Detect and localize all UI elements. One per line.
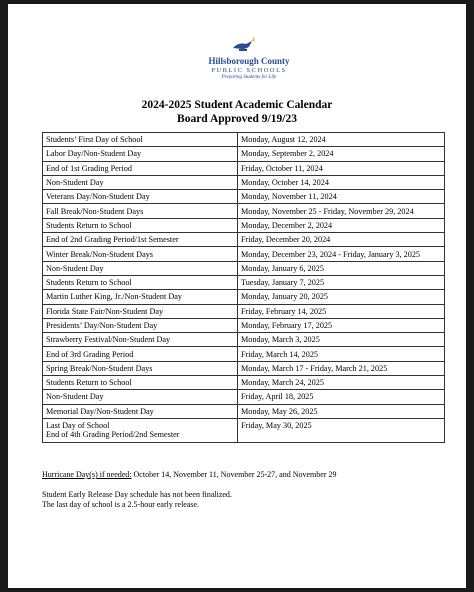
logo-name: Hillsborough County — [208, 56, 290, 66]
date-cell: Monday, December 2, 2024 — [238, 218, 445, 232]
event-cell: Non-Student Day — [43, 175, 238, 189]
table-row — [43, 304, 445, 318]
table-row — [43, 233, 445, 247]
event-cell — [43, 418, 238, 442]
date-cell: Monday, August 12, 2024 — [238, 133, 445, 147]
event-cell: Memorial Day/Non-Student Day — [43, 404, 238, 418]
table-row — [43, 190, 445, 204]
event-cell: Veterans Day/Non-Student Day — [43, 190, 238, 204]
date-cell: Monday, September 2, 2024 — [238, 147, 445, 161]
table-row — [43, 175, 445, 189]
table-row — [43, 261, 445, 275]
table-row — [43, 247, 445, 261]
table-row — [43, 347, 445, 361]
title-line-1: 2024-2025 Student Academic Calendar — [141, 99, 333, 111]
hurricane-dates: October 14, November 11, November 25-27, and November 29 — [131, 470, 337, 479]
calendar-table-body — [43, 133, 445, 443]
hurricane-label: Hurricane Day(s) if needed: — [42, 470, 132, 479]
table-row — [43, 133, 445, 147]
table-row — [43, 390, 445, 404]
date-cell: Monday, November 11, 2024 — [238, 190, 445, 204]
logo-tagline: Preparing Students for Life — [221, 75, 277, 80]
date-cell: Friday, December 20, 2024 — [238, 233, 445, 247]
date-cell: Monday, October 14, 2024 — [238, 175, 445, 189]
table-row — [43, 218, 445, 232]
date-cell: Friday, February 14, 2025 — [238, 304, 445, 318]
date-cell: Monday, March 17 - Friday, March 21, 2025 — [238, 361, 445, 375]
lamp-icon — [230, 36, 256, 54]
event-cell: End of 3rd Grading Period — [43, 347, 238, 361]
event-cell: Labor Day/Non-Student Day — [43, 147, 238, 161]
table-row — [43, 275, 445, 289]
district-logo — [194, 36, 304, 82]
table-row — [43, 161, 445, 175]
date-cell: Friday, May 30, 2025 — [238, 418, 445, 442]
event-line-1: Last Day of School — [46, 420, 110, 430]
event-cell: Martin Luther King, Jr./Non-Student Day — [43, 290, 238, 304]
date-cell: Friday, April 18, 2025 — [238, 390, 445, 404]
date-cell: Monday, January 6, 2025 — [238, 261, 445, 275]
event-cell: Winter Break/Non-Student Days — [43, 247, 238, 261]
table-row — [43, 290, 445, 304]
release-note-2: The last day of school is a 2.5-hour early release. — [42, 500, 200, 509]
calendar-document — [8, 4, 466, 588]
event-cell: Students Return to School — [43, 376, 238, 390]
title-line-2: Board Approved 9/19/23 — [177, 113, 297, 125]
table-row — [43, 318, 445, 332]
table-row — [43, 376, 445, 390]
event-cell: Strawberry Festival/Non-Student Day — [43, 333, 238, 347]
table-row — [43, 418, 445, 442]
event-cell: End of 1st Grading Period — [43, 161, 238, 175]
release-note-1: Student Early Release Day schedule has not been finalized. — [42, 490, 232, 499]
event-cell: Presidents’ Day/Non-Student Day — [43, 318, 238, 332]
page-title — [8, 98, 466, 126]
table-row — [43, 361, 445, 375]
event-cell: Fall Break/Non-Student Days — [43, 204, 238, 218]
event-cell: Non-Student Day — [43, 261, 238, 275]
date-cell: Monday, December 23, 2024 - Friday, January 3, 2025 — [238, 247, 445, 261]
date-cell: Friday, March 14, 2025 — [238, 347, 445, 361]
table-row — [43, 204, 445, 218]
table-row — [43, 147, 445, 161]
event-cell: Students Return to School — [43, 218, 238, 232]
calendar-table — [42, 132, 445, 443]
event-cell: Florida State Fair/Non-Student Day — [43, 304, 238, 318]
logo-sub: PUBLIC SCHOOLS — [211, 67, 287, 74]
date-cell: Monday, March 24, 2025 — [238, 376, 445, 390]
date-cell: Monday, May 26, 2025 — [238, 404, 445, 418]
date-cell: Friday, October 11, 2024 — [238, 161, 445, 175]
date-cell: Monday, March 3, 2025 — [238, 333, 445, 347]
event-cell: Spring Break/Non-Student Days — [43, 361, 238, 375]
event-cell: Students’ First Day of School — [43, 133, 238, 147]
date-cell: Monday, February 17, 2025 — [238, 318, 445, 332]
event-cell: Students Return to School — [43, 275, 238, 289]
event-line-2: End of 4th Grading Period/2nd Semester — [46, 429, 180, 439]
event-cell: End of 2nd Grading Period/1st Semester — [43, 233, 238, 247]
table-row — [43, 404, 445, 418]
table-row — [43, 333, 445, 347]
date-cell: Monday, November 25 - Friday, November 29, 2024 — [238, 204, 445, 218]
date-cell: Tuesday, January 7, 2025 — [238, 275, 445, 289]
hurricane-note — [42, 470, 462, 479]
event-cell: Non-Student Day — [43, 390, 238, 404]
date-cell: Monday, January 20, 2025 — [238, 290, 445, 304]
